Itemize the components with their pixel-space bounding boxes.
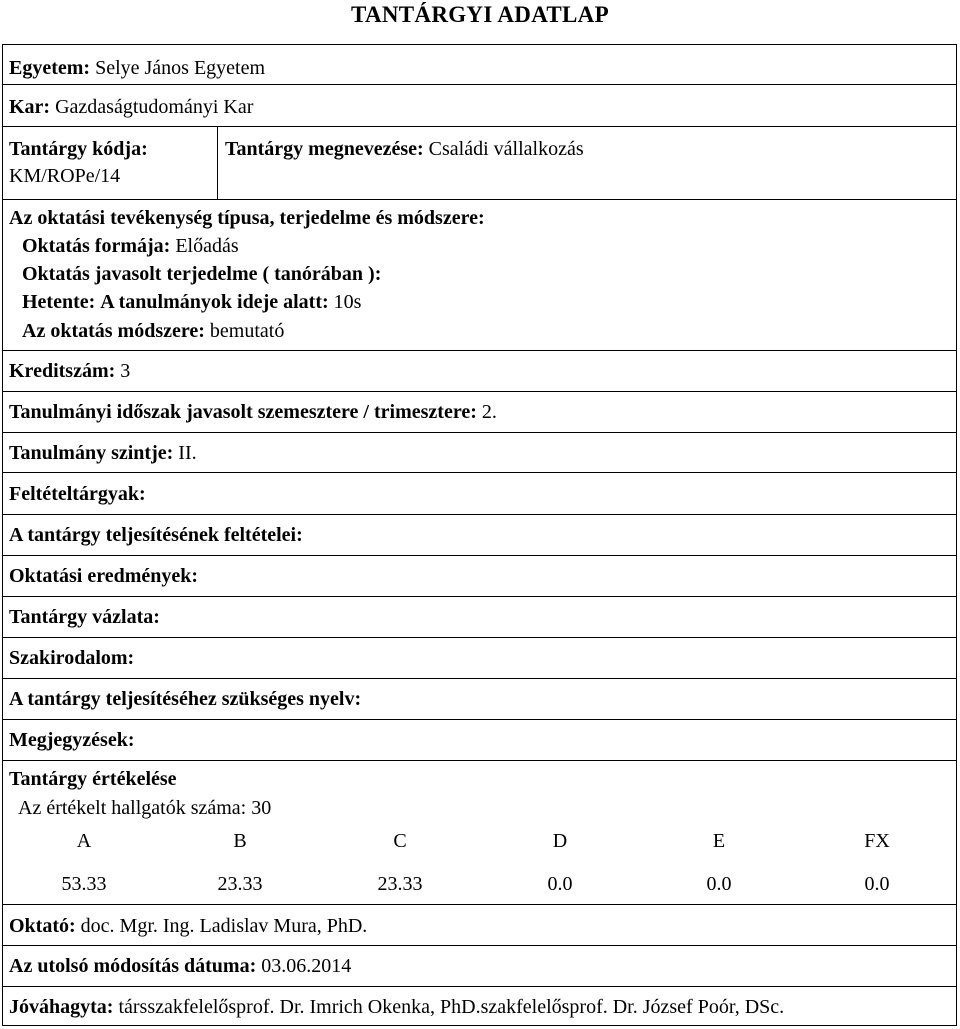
language-label: A tantárgy teljesítéséhez szükséges nyelv: — [9, 688, 362, 710]
teaching-heading: Az oktatási tevékenység típusa, terjedelme és módszere: — [9, 207, 485, 229]
teaching-during-label: A tanulmányok ideje alatt: — [100, 291, 329, 313]
grade-header: B — [233, 830, 247, 852]
outcomes-label: Oktatási eredmények: — [9, 565, 199, 587]
divider — [2, 637, 957, 638]
divider — [2, 514, 957, 515]
grade-header: A — [76, 830, 92, 852]
grade-percentage: 0.0 — [864, 873, 890, 895]
grade-header: E — [712, 830, 726, 852]
teaching-method-label: Az oktatás módszere: — [22, 320, 205, 342]
course-code-value: KM/ROPe/14 — [9, 165, 121, 187]
teaching-weekly-row — [22, 289, 361, 315]
literature-label: Szakirodalom: — [9, 647, 135, 669]
credits-value: 3 — [120, 360, 131, 382]
teaching-method-value: bemutató — [209, 320, 285, 342]
divider — [2, 391, 957, 392]
divider — [2, 126, 957, 127]
column-divider — [217, 126, 218, 199]
faculty-row — [9, 94, 253, 120]
semester-row — [9, 399, 497, 425]
lecturer-value: doc. Mgr. Ing. Ladislav Mura, PhD. — [80, 915, 368, 937]
faculty-label: Kar: — [9, 96, 51, 118]
prerequisites-label: Feltételtárgyak: — [9, 483, 146, 505]
university-label: Egyetem: — [9, 57, 91, 79]
semester-value: 2. — [481, 401, 497, 423]
divider — [2, 199, 957, 200]
last-modified-label: Az utolsó módosítás dátuma: — [9, 955, 257, 977]
course-name-label: Tantárgy megnevezése: — [225, 138, 424, 160]
evaluated-students-label: Az értékelt hallgatók száma: — [18, 797, 247, 819]
semester-label: Tanulmányi időszak javasolt szemesztere / trimesztere: — [9, 401, 477, 423]
divider — [2, 986, 957, 987]
grade-percentage: 0.0 — [706, 873, 732, 895]
notes-label: Megjegyzések: — [9, 729, 135, 751]
requirements-label: A tantárgy teljesítésének feltételei: — [9, 524, 303, 546]
course-name-value: Családi vállalkozás — [428, 138, 584, 160]
level-label: Tanulmány szintje: — [9, 442, 174, 464]
divider — [2, 84, 957, 85]
grade-percentage: 23.33 — [377, 873, 423, 895]
university-value: Selye János Egyetem — [95, 57, 266, 79]
lecturer-row — [9, 913, 367, 939]
level-row — [9, 440, 197, 466]
divider — [2, 678, 957, 679]
last-modified-value: 03.06.2014 — [261, 955, 352, 977]
course-name-row — [225, 136, 584, 162]
divider — [2, 719, 957, 720]
divider — [2, 760, 957, 761]
approved-value: társszakfelelősprof. Dr. Imrich Okenka, PhD.szakfelelősprof. Dr. József Poór, DSc. — [118, 996, 785, 1018]
grade-header: C — [393, 830, 407, 852]
grade-header: FX — [864, 830, 890, 852]
evaluation-heading: Tantárgy értékelése — [9, 768, 177, 790]
divider — [2, 432, 957, 433]
divider — [2, 555, 957, 556]
last-modified-row — [9, 953, 351, 979]
grade-percentage: 0.0 — [547, 873, 573, 895]
lecturer-label: Oktató: — [9, 915, 76, 937]
teaching-method-row — [22, 318, 284, 344]
divider — [2, 472, 957, 473]
level-value: II. — [178, 442, 197, 464]
grade-percentage: 53.33 — [61, 873, 107, 895]
grade-percentage: 23.33 — [217, 873, 263, 895]
course-code-label: Tantárgy kódja: — [9, 138, 148, 160]
credits-row — [9, 358, 130, 384]
teaching-form-value: Előadás — [175, 235, 239, 257]
document-title: TANTÁRGYI ADATLAP — [351, 2, 609, 27]
evaluated-students-value: 30 — [251, 797, 272, 819]
teaching-form-row — [22, 233, 239, 259]
faculty-value: Gazdaságtudományi Kar — [55, 96, 254, 118]
divider — [2, 350, 957, 351]
evaluated-students-row — [18, 795, 271, 821]
divider — [2, 904, 957, 905]
approved-row — [9, 994, 784, 1020]
teaching-scope-label: Oktatás javasolt terjedelme ( tanórában ): — [22, 263, 382, 285]
teaching-weekly-label: Hetente: — [22, 291, 96, 313]
outline-label: Tantárgy vázlata: — [9, 606, 160, 628]
grade-header: D — [552, 830, 568, 852]
teaching-form-label: Oktatás formája: — [22, 235, 171, 257]
divider — [2, 945, 957, 946]
credits-label: Kreditszám: — [9, 360, 116, 382]
teaching-during-value: 10s — [333, 291, 362, 313]
university-row — [9, 55, 265, 81]
divider — [2, 596, 957, 597]
approved-label: Jóváhagyta: — [9, 996, 114, 1018]
